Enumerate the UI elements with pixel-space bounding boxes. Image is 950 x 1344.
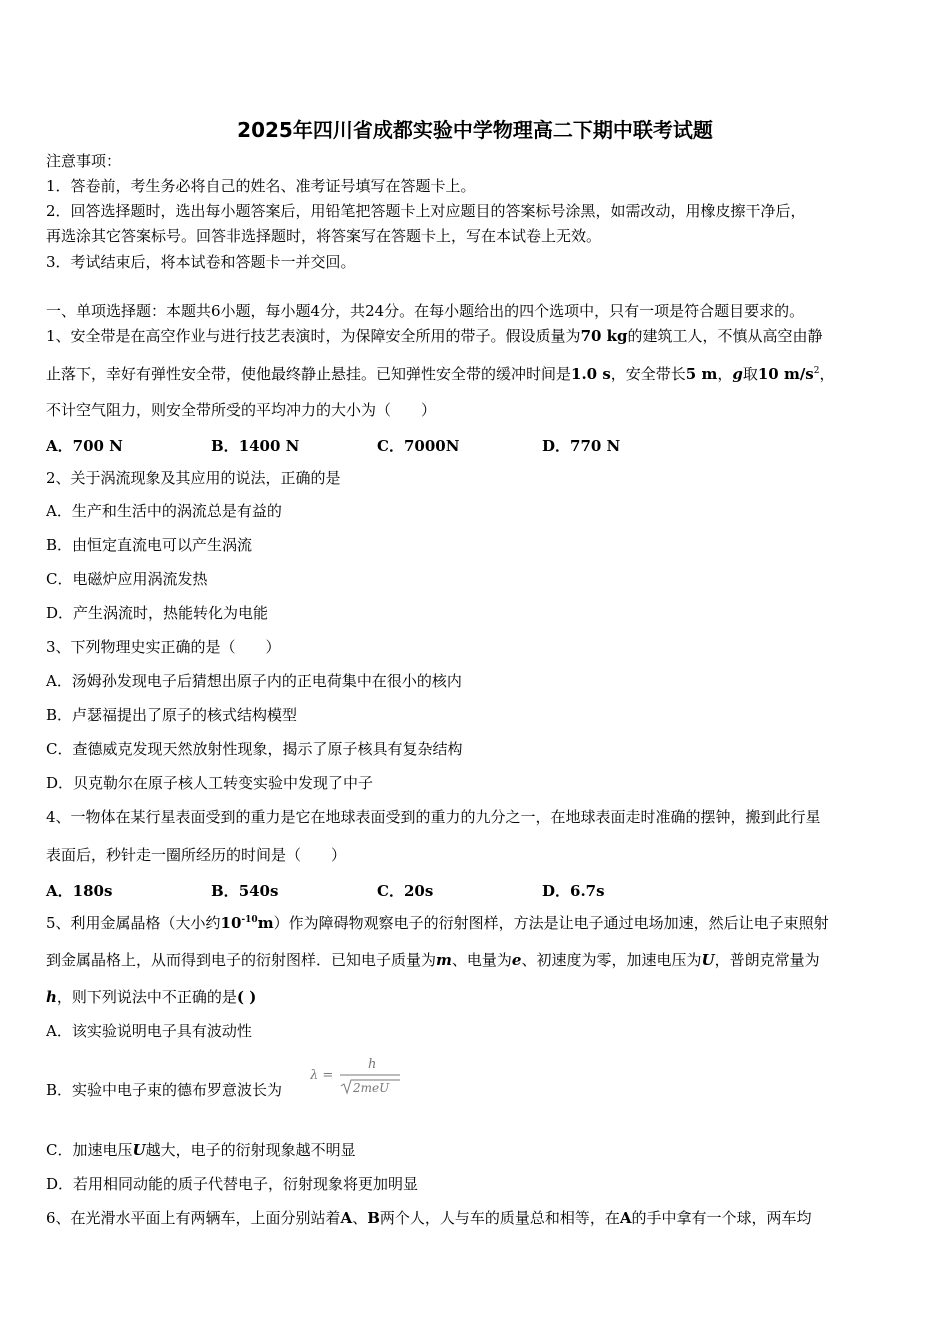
q1-line-1: 1、安全带是在高空作业与进行技艺表演时，为保障安全所用的带子。假设质量为70 kg的建筑工人，不慎从高空由静 xyxy=(46,327,823,345)
formula-numerator: h xyxy=(368,1057,377,1072)
q4-line-1: 4、一物体在某行星表面受到的重力是它在地球表面受到的重力的九分之一，在地球表面走时准确的摆钟，搬到此行星 xyxy=(46,808,821,826)
q2-option-b: B．由恒定直流电可以产生涡流 xyxy=(46,536,253,554)
q4-option-b: B．540s xyxy=(211,882,279,900)
q1-option-a: A．700 N xyxy=(46,437,123,455)
notice-item-3: 3．考试结束后，将本试卷和答题卡一并交回。 xyxy=(46,253,356,271)
de-broglie-formula xyxy=(310,1052,402,1098)
page-title: 2025年四川省成都实验中学物理高二下期中联考试题 xyxy=(237,118,713,142)
q3-option-a: A．汤姆孙发现电子后猜想出原子内的正电荷集中在很小的核内 xyxy=(46,672,462,690)
q6-line-1: 6、在光滑水平面上有两辆车，上面分别站着A、B两个人，人与车的质量总和相等，在A的手中拿有一个球，两车均 xyxy=(46,1209,812,1227)
q4-line-2: 表面后，秒针走一圈所经历的时间是（ ） xyxy=(46,846,347,864)
q5-line-3: h，则下列说法中不正确的是( ) xyxy=(46,988,257,1006)
q3-option-d: D．贝克勒尔在原子核人工转变实验中发现了中子 xyxy=(46,774,374,792)
q5-option-b: B．实验中电子束的德布罗意波长为 xyxy=(46,1081,283,1099)
q4-option-a: A．180s xyxy=(46,882,113,900)
q5-option-d: D．若用相同动能的质子代替电子，衍射现象将更加明显 xyxy=(46,1175,419,1193)
q5-option-c: C．加速电压U越大，电子的衍射现象越不明显 xyxy=(46,1141,356,1159)
q2-option-c: C．电磁炉应用涡流发热 xyxy=(46,570,208,588)
q1-option-c: C．7000N xyxy=(377,437,460,455)
notice-heading: 注意事项： xyxy=(46,152,122,170)
q3-option-c: C．查德威克发现天然放射性现象，揭示了原子核具有复杂结构 xyxy=(46,740,463,758)
notice-item-2b: 再选涂其它答案标号。回答非选择题时，将答案写在答题卡上，写在本试卷上无效。 xyxy=(46,227,602,245)
q2-stem: 2、关于涡流现象及其应用的说法，正确的是 xyxy=(46,469,341,487)
q1-line-2: 止落下，幸好有弹性安全带，使他最终静止悬挂。已知弹性安全带的缓冲时间是1.0 s，安全带长5 m，g取10 $m/s^2$， xyxy=(46,365,835,383)
q5-line-2: 到金属晶格上，从而得到电子的衍射图样．已知电子质量为m、电量为e、初速度为零，加速电压为U，普朗克常量为 xyxy=(46,951,820,969)
q5-option-a: A．该实验说明电子具有波动性 xyxy=(46,1022,252,1040)
q3-stem: 3、下列物理史实正确的是（ ） xyxy=(46,638,281,656)
formula-denominator: 2meU xyxy=(353,1081,390,1095)
q4-option-d: D．6.7s xyxy=(542,882,605,900)
q2-option-d: D．产生涡流时，热能转化为电能 xyxy=(46,604,269,622)
notice-item-1: 1．答卷前，考生务必将自己的姓名、准考证号填写在答题卡上。 xyxy=(46,177,476,195)
q4-option-c: C．20s xyxy=(377,882,434,900)
section-heading: 一、单项选择题：本题共6小题，每小题4分，共24分。在每小题给出的四个选项中，只有一项是符合题目要求的。 xyxy=(46,302,805,320)
q1-line-3: 不计空气阻力，则安全带所受的平均冲力的大小为（ ） xyxy=(46,401,437,419)
notice-item-2a: 2．回答选择题时，选出每小题答案后，用铅笔把答题卡上对应题目的答案标号涂黑，如需改动，用橡皮擦干净后， xyxy=(46,202,806,220)
q1-option-d: D．770 N xyxy=(542,437,621,455)
q5-line-1: 5、利用金属晶格（大小约$10^{-10}m$）作为障碍物观察电子的衍射图样，方法是让电子通过电场加速，然后让电子束照射 xyxy=(46,914,829,932)
q3-option-b: B．卢瑟福提出了原子的核式结构模型 xyxy=(46,706,298,724)
q1-option-b: B．1400 N xyxy=(211,437,300,455)
q2-option-a: A．生产和生活中的涡流总是有益的 xyxy=(46,502,282,520)
formula-lhs: λ = xyxy=(310,1068,334,1083)
